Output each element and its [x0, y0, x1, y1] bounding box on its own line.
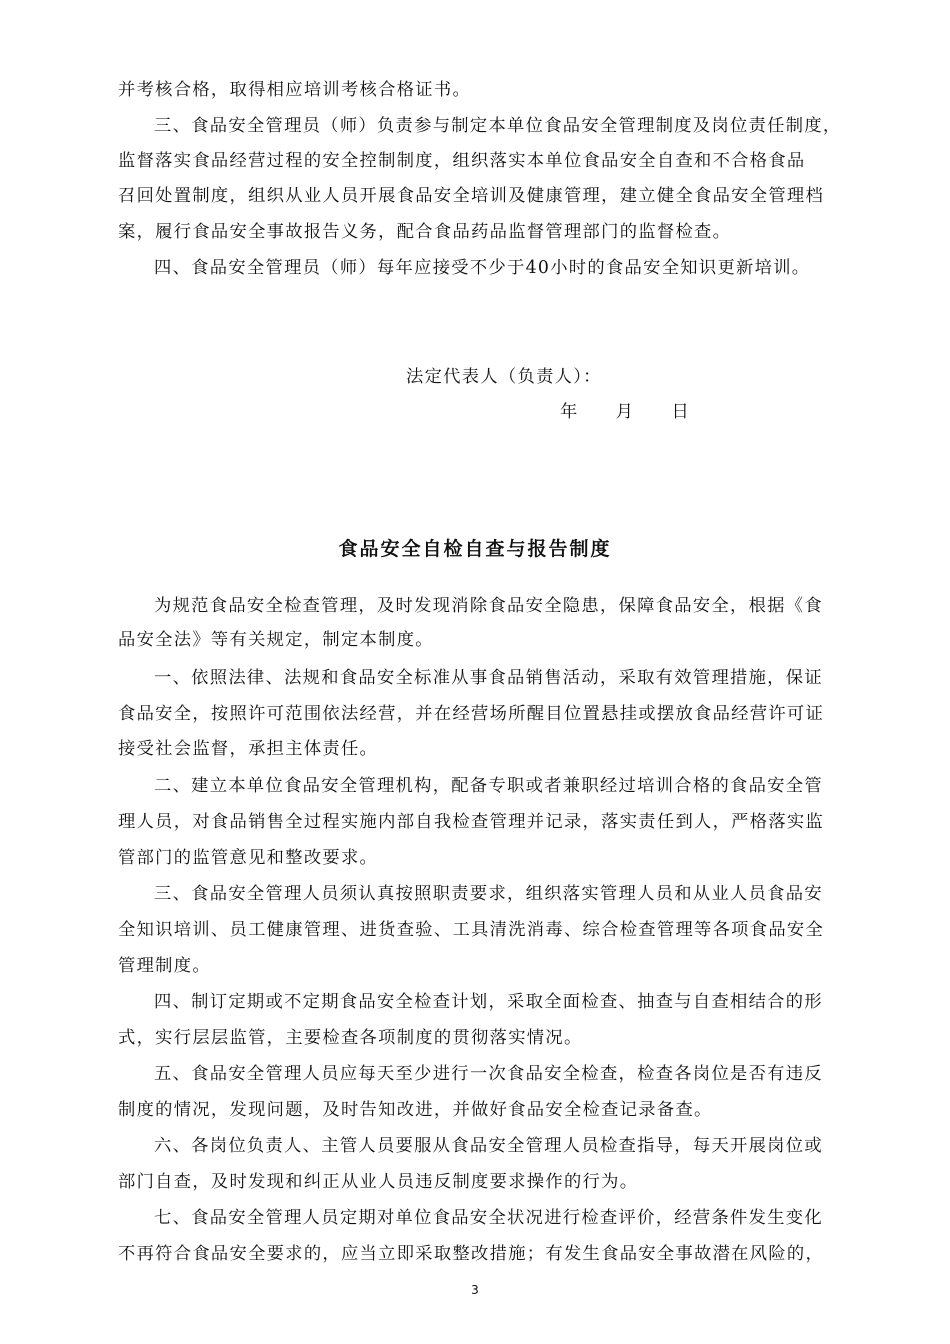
- paragraph-line: 部门自查，及时发现和纠正从业人员违反制度要求操作的行为。: [118, 1172, 639, 1192]
- paragraph-line: 全知识培训、员工健康管理、进货查验、工具清洗消毒、综合检查管理等各项食品安全: [118, 920, 825, 940]
- paragraph-line: 召回处置制度，组织从业人员开展食品安全培训及健康管理，建立健全食品安全管理档: [118, 186, 825, 206]
- paragraph-line: 一、依照法律、法规和食品安全标准从事食品销售活动，采取有效管理措施，保证: [154, 668, 823, 688]
- paragraph-line: 制度的情况，发现问题，及时告知改进，并做好食品安全检查记录备查。: [118, 1100, 713, 1120]
- paragraph-line: 四、食品安全管理员（师）每年应接受不少于40小时的食品安全知识更新培训。: [154, 258, 811, 278]
- paragraph-line: 式，实行层层监管，主要检查各项制度的贯彻落实情况。: [118, 1028, 583, 1048]
- paragraph-line: 接受社会监督，承担主体责任。: [118, 739, 379, 759]
- paragraph-line: 监督落实食品经营过程的安全控制制度，组织落实本单位食品安全自查和不合格食品: [118, 151, 806, 171]
- paragraph-line: 品安全法》等有关规定，制定本制度。: [118, 630, 434, 650]
- paragraph-line: 食品安全，按照许可范围依法经营，并在经营场所醒目位置悬挂或摆放食品经营许可证: [118, 704, 825, 724]
- paragraph-line: 七、食品安全管理人员定期对单位食品安全状况进行检查评价，经营条件发生变化: [154, 1208, 823, 1228]
- paragraph-line: 不再符合食品安全要求的，应当立即采取整改措施；有发生食品安全事故潜在风险的，: [118, 1244, 825, 1264]
- page-number: 3: [471, 1283, 479, 1297]
- date-label: 年 月 日: [560, 402, 691, 422]
- paragraph-line: 为规范食品安全检查管理，及时发现消除食品安全隐患，保障食品安全，根据《食: [154, 596, 823, 616]
- paragraph-line: 理人员，对食品销售全过程实施内部自我检查管理并记录，落实责任到人，严格落实监: [118, 812, 825, 832]
- paragraph-line: 六、各岗位负责人、主管人员要服从食品安全管理人员检查指导，每天开展岗位或: [154, 1136, 823, 1156]
- paragraph-line: 管理制度。: [118, 956, 211, 976]
- paragraph-line: 并考核合格，取得相应培训考核合格证书。: [118, 80, 472, 100]
- paragraph-line: 二、建立本单位食品安全管理机构，配备专职或者兼职经过培训合格的食品安全管: [154, 776, 823, 796]
- paragraph-line: 四、制订定期或不定期食品安全检查计划，采取全面检查、抽查与自查相结合的形: [154, 992, 823, 1012]
- paragraph-line: 管部门的监管意见和整改要求。: [118, 848, 379, 868]
- paragraph-line: 五、食品安全管理人员应每天至少进行一次食品安全检查，检查各岗位是否有违反: [154, 1064, 823, 1084]
- paragraph-line: 三、食品安全管理人员须认真按照职责要求，组织落实管理人员和从业人员食品安: [154, 884, 823, 904]
- legal-representative-label: 法定代表人（负责人）：: [406, 367, 602, 387]
- section-title: 食品安全自检自查与报告制度: [338, 538, 612, 560]
- paragraph-line: 案，履行食品安全事故报告义务，配合食品药品监督管理部门的监督检查。: [118, 222, 732, 242]
- paragraph-line: 三、食品安全管理员（师）负责参与制定本单位食品安全管理制度及岗位责任制度，: [154, 116, 842, 136]
